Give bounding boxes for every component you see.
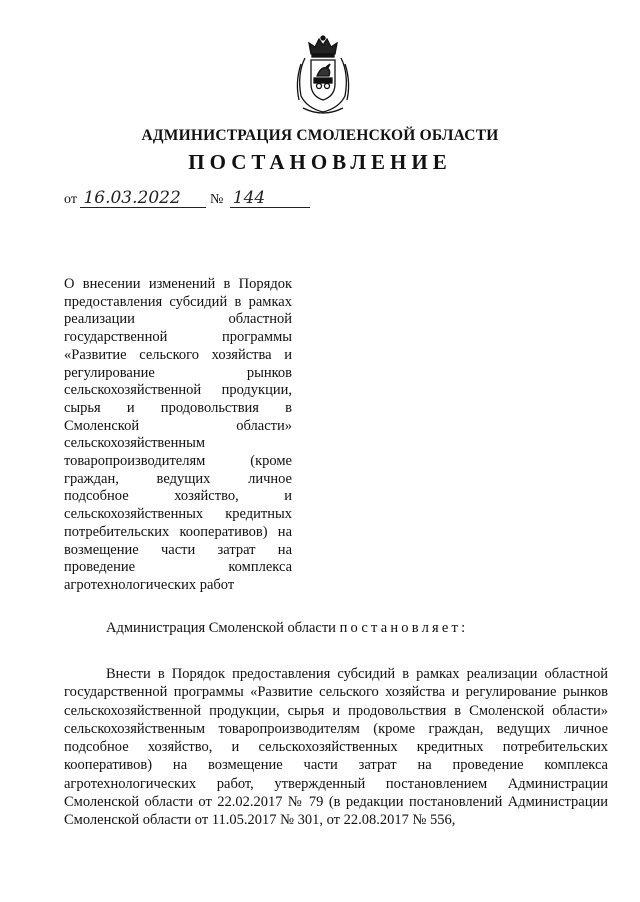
document-type-title: ПОСТАНОВЛЕНИЕ	[188, 150, 452, 174]
document-subject: О внесении изменений в Порядок предоставления субсидий в рамках реализации областной государственной программы «Развитие сельского хозяйства и регулирование рынков сельскохозяйственной продукции, сырья и продовольствия в Смоленской области» сельскохозяйственным товаропроизводителям (кроме граждан, ведущих личное подсобное хозяйство, и сельскохозяйственных кредитных потребительских кооперативов) на возмещение части затрат на проведение комплекса агротехнологических работ	[64, 276, 292, 593]
preamble-text: Администрация Смоленской области	[106, 620, 336, 636]
organization-name: АДМИНИСТРАЦИЯ СМОЛЕНСКОЙ ОБЛАСТИ	[141, 127, 499, 144]
coat-of-arms-icon	[293, 34, 353, 116]
date-number-line	[64, 190, 310, 208]
number-sign: №	[209, 192, 224, 207]
preamble-spaced-word: постановляет:	[339, 620, 469, 636]
document-date: 16.03.2022	[80, 190, 206, 208]
preamble	[106, 620, 468, 637]
date-prefix: от	[64, 192, 77, 207]
document-number: 144	[230, 190, 310, 208]
body-paragraph: Внести в Порядок предоставления субсидий в рамках реализации областной государственной программы «Развитие сельского хозяйства и регулирование рынков сельскохозяйственной продукции, сырья и продовольствия в Смоленской области» сельскохозяйственным товаропроизводителям (кроме граждан, ведущих личное подсобное хозяйство, и сельскохозяйственных кредитных потребительских кооперативов) на возмещение части затрат на проведение комплекса агротехнологических работ, утвержденный постановлением Администрации Смоленской области от 22.02.2017 № 79 (в редакции постановлений Администрации Смоленской области от 11.05.2017 № 301, от 22.08.2017 № 556,	[64, 666, 608, 829]
